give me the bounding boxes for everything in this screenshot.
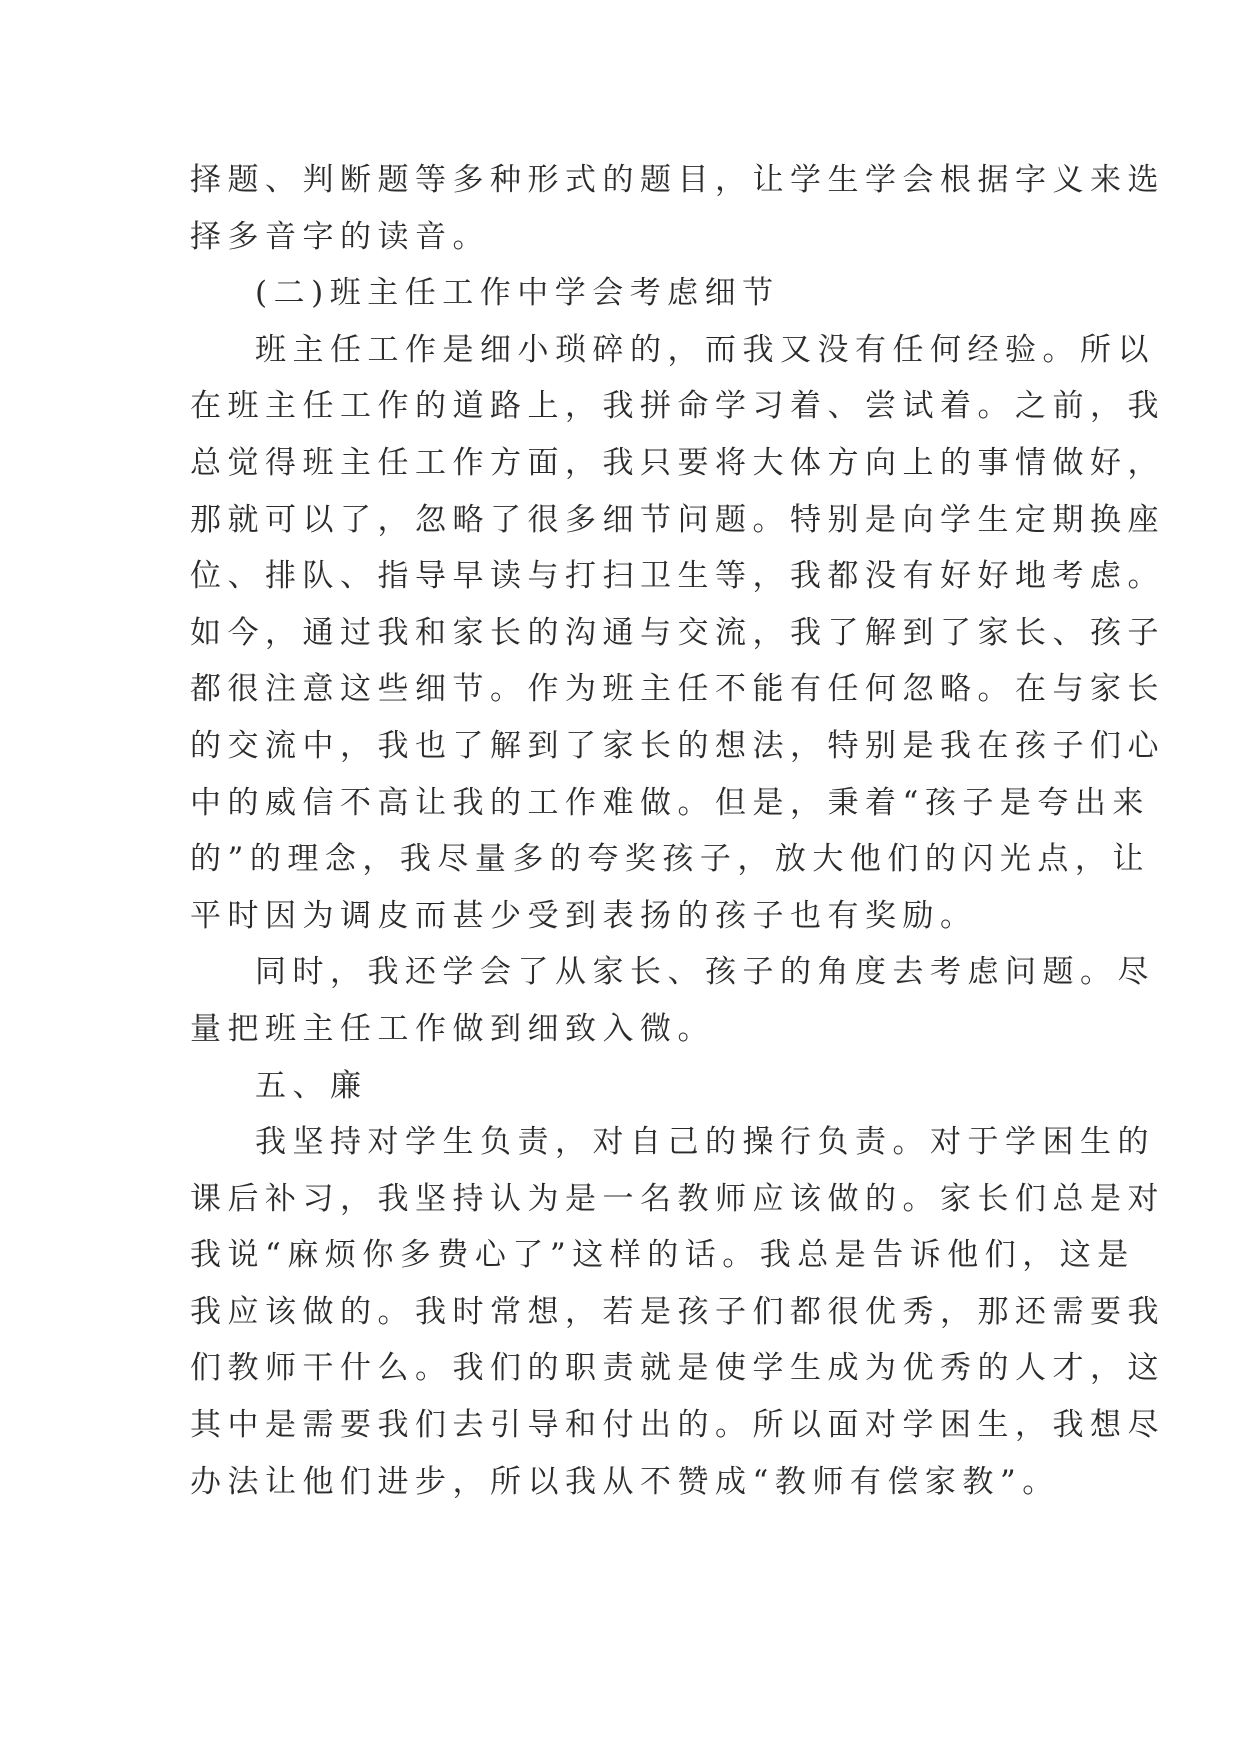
text-line: 我说“麻烦你多费心了”这样的话。我总是告诉他们，这是: [190, 1237, 1135, 1274]
text-line: 班主任工作是细小琐碎的，而我又没有任何经验。所以: [255, 331, 1155, 368]
text-line: 们教师干什么。我们的职责就是使学生成为优秀的人才，这: [190, 1350, 1165, 1387]
text-line: 五、廉: [255, 1067, 368, 1104]
text-line: 择多音字的读音。: [190, 218, 490, 255]
text-line: 课后补习，我坚持认为是一名教师应该做的。家长们总是对: [190, 1180, 1165, 1217]
text-line: 总觉得班主任工作方面，我只要将大体方向上的事情做好，: [190, 444, 1165, 481]
text-line: 我应该做的。我时常想，若是孩子们都很优秀，那还需要我: [190, 1293, 1165, 1330]
text-line: 办法让他们进步，所以我从不赞成“教师有偿家教”。: [190, 1463, 1060, 1500]
text-line: 在班主任工作的道路上，我拼命学习着、尝试着。之前，我: [190, 388, 1165, 425]
text-line: 平时因为调皮而甚少受到表扬的孩子也有奖励。: [190, 897, 978, 934]
document-body-text: [190, 152, 1165, 1510]
text-line: 的交流中，我也了解到了家长的想法，特别是我在孩子们心: [190, 727, 1165, 764]
text-line: (二)班主任工作中学会考虑细节: [255, 275, 780, 312]
text-line: 的”的理念，我尽量多的夸奖孩子，放大他们的闪光点，让: [190, 841, 1150, 878]
text-line: 那就可以了，忽略了很多细节问题。特别是向学生定期换座: [190, 501, 1165, 538]
text-line: 我坚持对学生负责，对自己的操行负责。对于学困生的: [255, 1124, 1155, 1161]
text-line: 中的威信不高让我的工作难做。但是，秉着“孩子是夸出来: [190, 784, 1150, 821]
text-line: 其中是需要我们去引导和付出的。所以面对学困生，我想尽: [190, 1407, 1165, 1444]
text-line: 如今，通过我和家长的沟通与交流，我了解到了家长、孩子: [190, 614, 1165, 651]
text-line: 位、排队、指导早读与打扫卫生等，我都没有好好地考虑。: [190, 558, 1165, 595]
text-line: 择题、判断题等多种形式的题目，让学生学会根据字义来选: [190, 162, 1165, 198]
text-line: 量把班主任工作做到细致入微。: [190, 1010, 715, 1047]
text-line: 都很注意这些细节。作为班主任不能有任何忽略。在与家长: [190, 671, 1165, 708]
text-line: 同时，我还学会了从家长、孩子的角度去考虑问题。尽: [255, 954, 1155, 991]
